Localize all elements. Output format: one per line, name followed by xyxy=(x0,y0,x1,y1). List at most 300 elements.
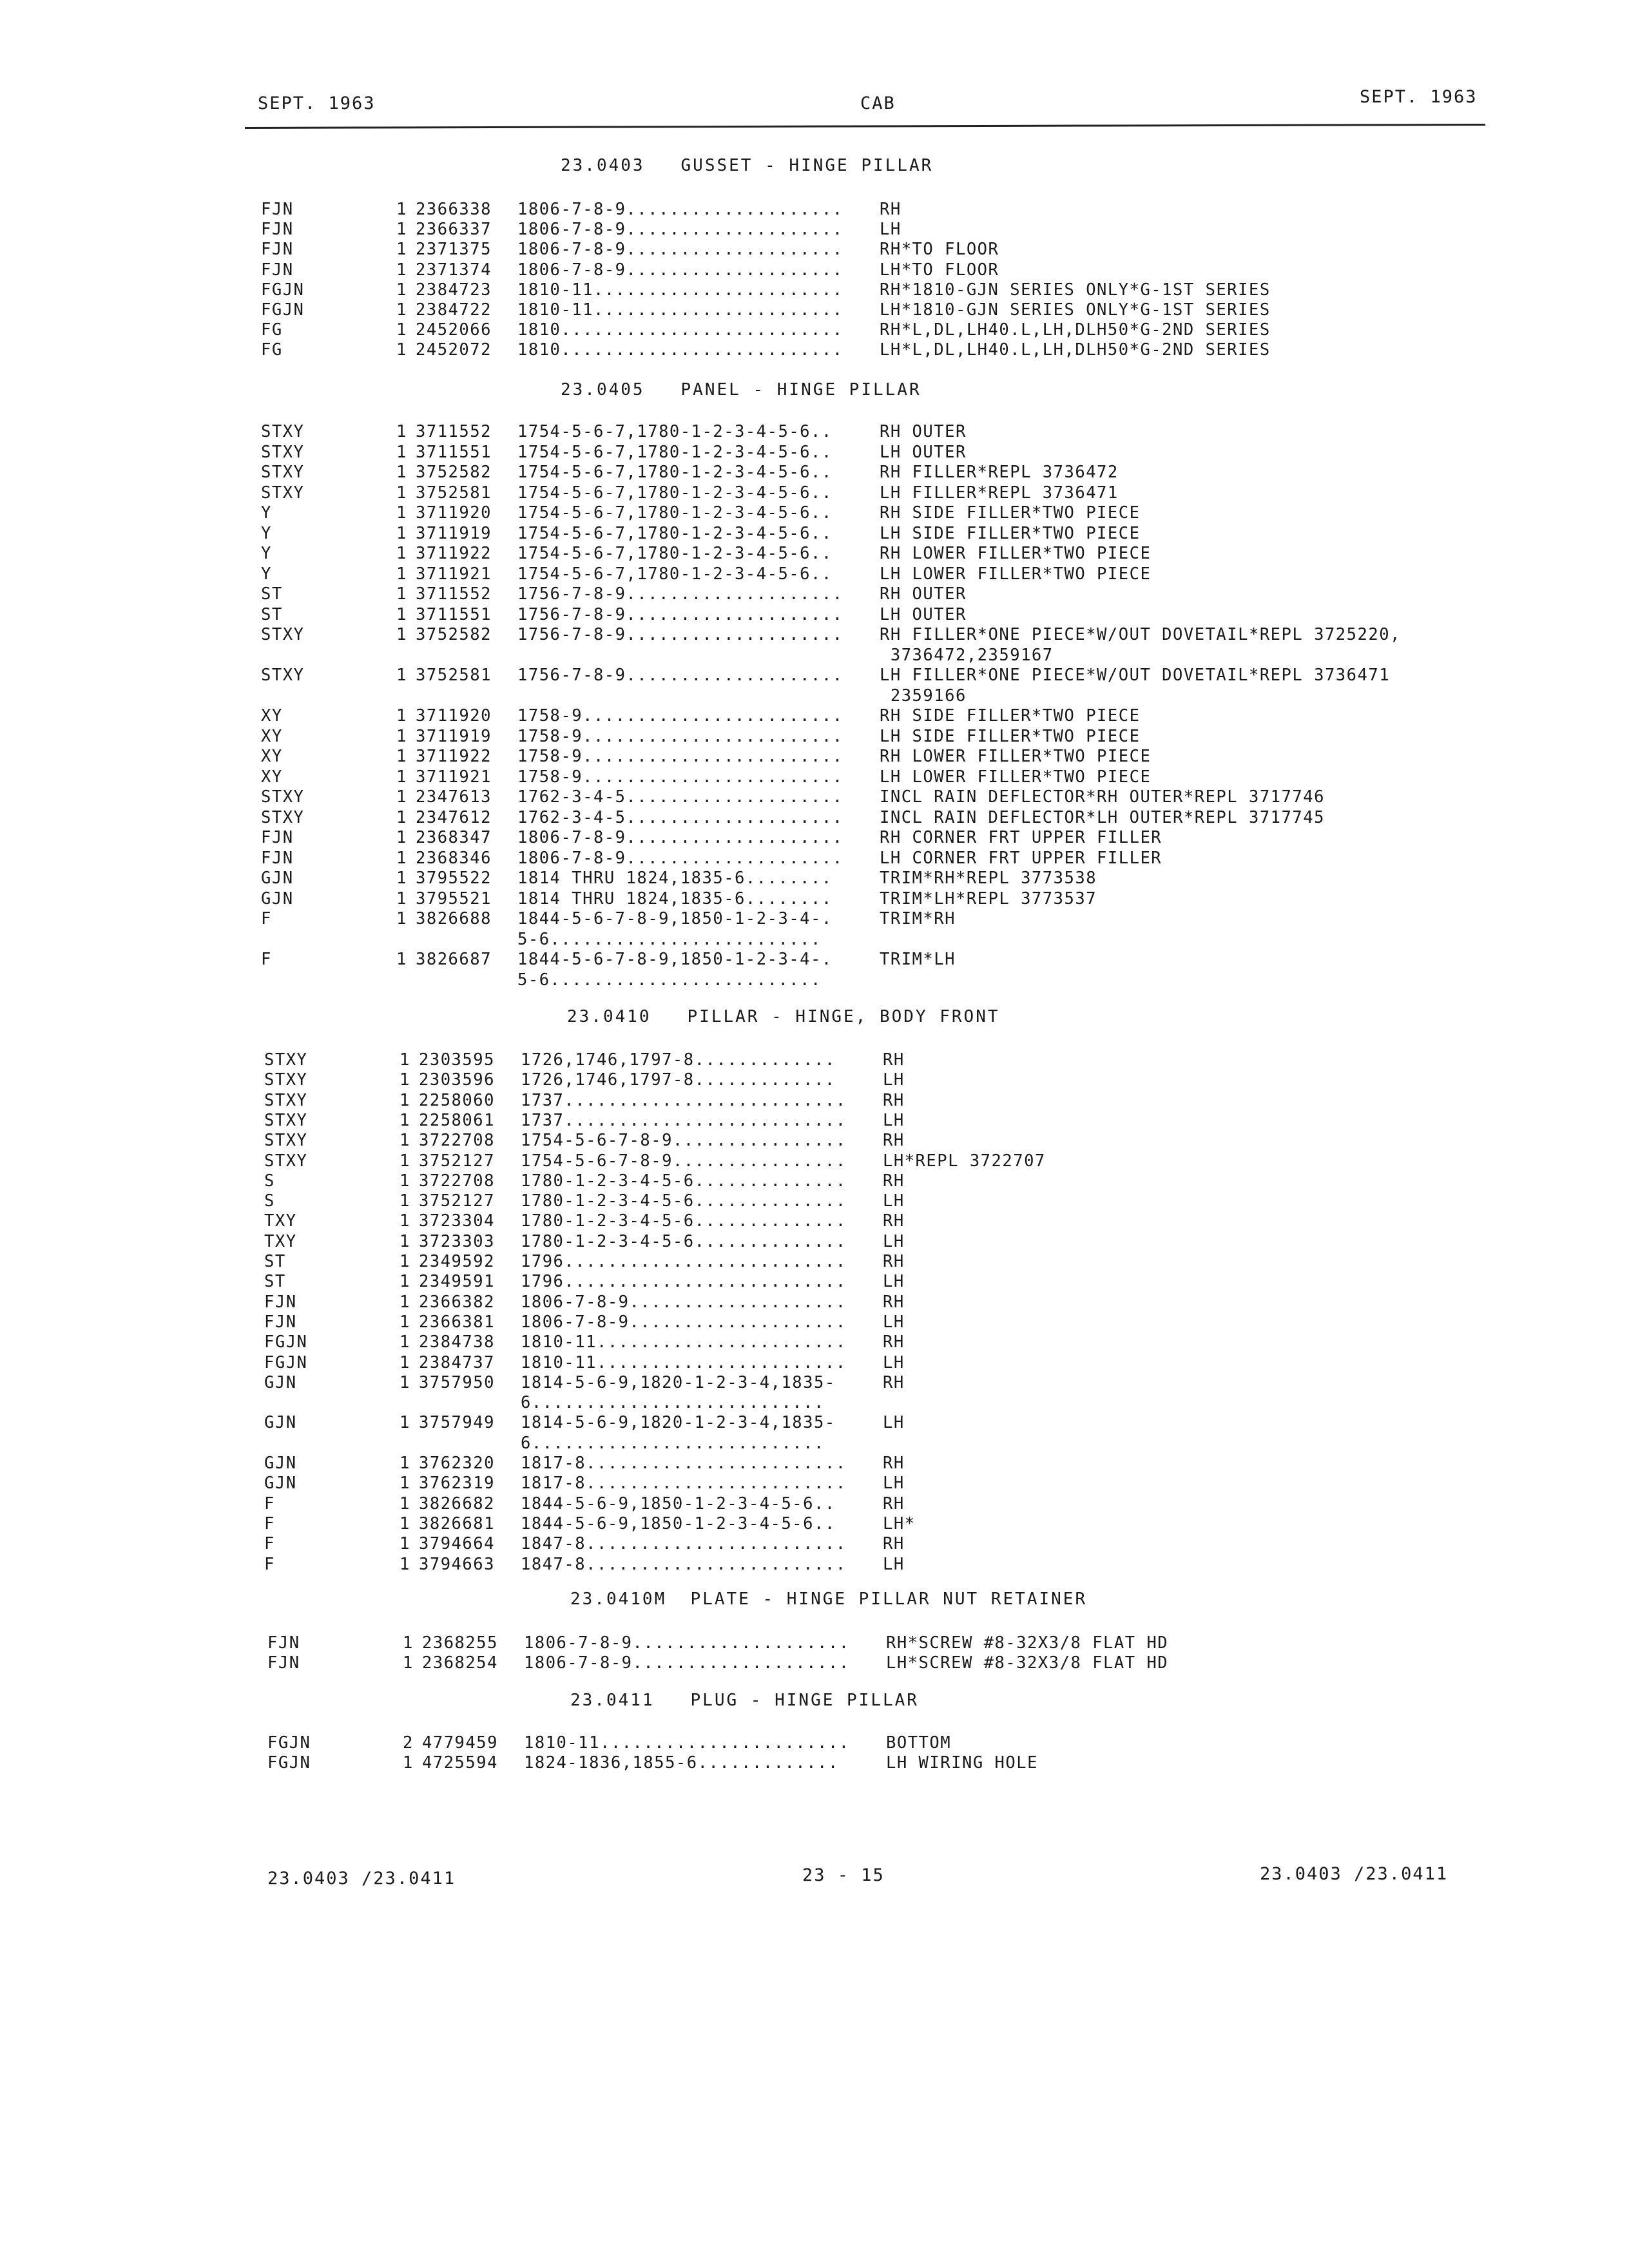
part-part: 3711919 xyxy=(416,523,492,543)
part-code: Y xyxy=(261,564,272,584)
part-desc: RH xyxy=(883,1534,905,1554)
part-desc: RH*TO FLOOR xyxy=(880,240,999,260)
part-code: S xyxy=(264,1191,275,1211)
part-qty: 1 xyxy=(396,220,407,240)
part-desc: RH xyxy=(883,1332,905,1352)
part-code: GJN xyxy=(261,889,294,908)
part-qty: 2 xyxy=(403,1733,414,1753)
part-models: 1780-1-2-3-4-5-6.............. xyxy=(521,1211,847,1231)
part-qty: 1 xyxy=(396,848,407,868)
part-desc: LH xyxy=(883,1070,905,1090)
section-title: 23.0411 PLUG - HINGE PILLAR xyxy=(570,1691,919,1710)
part-qty: 1 xyxy=(396,503,407,523)
part-desc: LH OUTER xyxy=(880,442,967,462)
part-code: FG xyxy=(261,340,283,360)
part-part: 3723304 xyxy=(419,1211,495,1231)
part-part: 2349591 xyxy=(419,1272,495,1292)
part-models: 1754-5-6-7,1780-1-2-3-4-5-6.. xyxy=(517,442,833,462)
part-qty: 1 xyxy=(396,280,407,300)
part-qty: 1 xyxy=(400,1494,410,1514)
part-part: 4725594 xyxy=(422,1753,498,1773)
part-part: 3762319 xyxy=(419,1474,495,1494)
section-title: 23.0410M PLATE - HINGE PILLAR NUT RETAINER xyxy=(570,1590,1088,1609)
part-part: 3711920 xyxy=(416,503,492,523)
part-qty: 1 xyxy=(400,1534,410,1554)
header-date-right: SEPT. 1963 xyxy=(1360,87,1478,107)
part-models: 1806-7-8-9.................... xyxy=(517,240,843,260)
part-desc: LH xyxy=(883,1474,905,1494)
part-models: 5-6......................... xyxy=(517,970,822,990)
part-desc: LH xyxy=(883,1231,905,1251)
part-qty: 1 xyxy=(400,1050,410,1070)
part-models: 1806-7-8-9.................... xyxy=(521,1312,847,1332)
part-part: 3762320 xyxy=(419,1454,495,1473)
part-models: 1796.......................... xyxy=(521,1252,847,1271)
part-desc: LH LOWER FILLER*TWO PIECE xyxy=(880,564,1152,584)
part-part: 3711922 xyxy=(416,544,492,563)
part-code: ST xyxy=(264,1272,286,1292)
part-desc: LH LOWER FILLER*TWO PIECE xyxy=(880,767,1152,787)
part-qty: 1 xyxy=(396,320,407,340)
part-part: 3711922 xyxy=(416,747,492,766)
part-code: FJN xyxy=(261,260,294,280)
part-qty: 1 xyxy=(396,767,407,787)
part-desc: RH CORNER FRT UPPER FILLER xyxy=(880,828,1162,847)
part-models: 1754-5-6-7-8-9................ xyxy=(521,1151,847,1171)
part-qty: 1 xyxy=(396,300,407,320)
part-models: 1754-5-6-7,1780-1-2-3-4-5-6.. xyxy=(517,503,833,523)
part-models: 1806-7-8-9.................... xyxy=(517,260,843,280)
section-title: 23.0403 GUSSET - HINGE PILLAR xyxy=(561,156,934,175)
part-qty: 1 xyxy=(396,950,407,969)
part-code: STXY xyxy=(264,1070,308,1090)
part-code: FG xyxy=(261,320,283,340)
part-code: XY xyxy=(261,706,283,726)
part-code: F xyxy=(264,1554,275,1574)
part-code: S xyxy=(264,1171,275,1191)
part-part: 2452066 xyxy=(416,320,492,340)
part-qty: 1 xyxy=(400,1070,410,1090)
part-desc: RH xyxy=(883,1454,905,1473)
part-desc: RH LOWER FILLER*TWO PIECE xyxy=(880,747,1152,766)
part-models: 1754-5-6-7,1780-1-2-3-4-5-6.. xyxy=(517,544,833,563)
part-part: 3752127 xyxy=(419,1151,495,1171)
part-qty: 1 xyxy=(400,1110,410,1130)
part-qty: 1 xyxy=(396,544,407,563)
footer-range-right: 23.0403 /23.0411 xyxy=(1260,1864,1449,1884)
part-models: 1817-8........................ xyxy=(521,1474,847,1494)
part-part: 2366338 xyxy=(416,200,492,219)
part-code: GJN xyxy=(264,1454,297,1473)
part-desc: 2359166 xyxy=(880,686,967,706)
part-code: STXY xyxy=(261,483,305,503)
part-part: 3711921 xyxy=(416,767,492,787)
part-models: 1737.......................... xyxy=(521,1110,847,1130)
part-models: 1758-9........................ xyxy=(517,706,843,726)
part-part: 3752582 xyxy=(416,463,492,482)
part-models: 1814 THRU 1824,1835-6........ xyxy=(517,869,833,888)
part-models: 1814-5-6-9,1820-1-2-3-4,1835- xyxy=(521,1372,836,1392)
header-section: CAB xyxy=(860,93,896,113)
part-part: 2384723 xyxy=(416,280,492,300)
part-code: STXY xyxy=(261,442,305,462)
part-desc: LH FILLER*ONE PIECE*W/OUT DOVETAIL*REPL 3736471 xyxy=(880,666,1391,685)
part-code: STXY xyxy=(264,1151,308,1171)
part-part: 2368346 xyxy=(416,848,492,868)
part-models: 1754-5-6-7,1780-1-2-3-4-5-6.. xyxy=(517,422,833,441)
part-desc: LH xyxy=(883,1272,905,1292)
part-qty: 1 xyxy=(396,422,407,441)
part-code: GJN xyxy=(261,869,294,888)
part-qty: 1 xyxy=(396,726,407,746)
part-code: ST xyxy=(261,584,283,604)
part-models: 1762-3-4-5.................... xyxy=(517,787,843,807)
part-part: 3711921 xyxy=(416,564,492,584)
part-qty: 1 xyxy=(400,1191,410,1211)
part-desc: RH xyxy=(883,1292,905,1312)
part-models: 5-6......................... xyxy=(517,929,822,949)
part-code: STXY xyxy=(264,1050,308,1070)
part-part: 2368254 xyxy=(422,1653,498,1673)
part-part: 3752127 xyxy=(419,1191,495,1211)
part-desc: BOTTOM xyxy=(886,1733,952,1753)
part-part: 2366382 xyxy=(419,1292,495,1312)
part-part: 2452072 xyxy=(416,340,492,360)
part-part: 2347613 xyxy=(416,787,492,807)
part-part: 2366381 xyxy=(419,1312,495,1332)
part-code: XY xyxy=(261,726,283,746)
part-qty: 1 xyxy=(396,604,407,624)
part-models: 1824-1836,1855-6............. xyxy=(524,1753,839,1773)
part-part: 2371374 xyxy=(416,260,492,280)
part-code: F xyxy=(261,909,272,928)
part-qty: 1 xyxy=(396,787,407,807)
part-models: 6........................... xyxy=(521,1393,825,1413)
part-models: 1806-7-8-9.................... xyxy=(524,1653,850,1673)
part-desc: LH* xyxy=(883,1514,916,1533)
part-desc: LH*L,DL,LH40.L,LH,DLH50*G-2ND SERIES xyxy=(880,340,1271,360)
part-models: 1780-1-2-3-4-5-6.............. xyxy=(521,1171,847,1191)
part-code: STXY xyxy=(261,787,305,807)
part-models: 1844-5-6-9,1850-1-2-3-4-5-6.. xyxy=(521,1494,836,1514)
part-code: Y xyxy=(261,544,272,563)
part-part: 3711920 xyxy=(416,706,492,726)
part-desc: RH xyxy=(883,1131,905,1151)
part-code: FJN xyxy=(261,828,294,847)
part-qty: 1 xyxy=(400,1474,410,1494)
part-desc: RH OUTER xyxy=(880,422,967,441)
part-part: 3752581 xyxy=(416,666,492,685)
part-desc: RH xyxy=(883,1252,905,1271)
part-qty: 1 xyxy=(400,1514,410,1533)
part-desc: LH xyxy=(883,1413,905,1433)
part-models: 1806-7-8-9.................... xyxy=(517,200,843,219)
part-desc: RH xyxy=(880,200,901,219)
part-qty: 1 xyxy=(396,747,407,766)
part-qty: 1 xyxy=(400,1454,410,1473)
part-models: 1847-8........................ xyxy=(521,1534,847,1554)
part-models: 1796.......................... xyxy=(521,1272,847,1292)
part-qty: 1 xyxy=(396,564,407,584)
part-models: 1810-11....................... xyxy=(521,1352,847,1372)
part-code: ST xyxy=(261,604,283,624)
part-desc: LH xyxy=(883,1554,905,1574)
part-part: 2368347 xyxy=(416,828,492,847)
part-qty: 1 xyxy=(396,523,407,543)
part-part: 2258061 xyxy=(419,1110,495,1130)
part-part: 3722708 xyxy=(419,1171,495,1191)
part-qty: 1 xyxy=(400,1352,410,1372)
part-part: 3757950 xyxy=(419,1372,495,1392)
part-code: FGJN xyxy=(264,1332,308,1352)
part-part: 3711551 xyxy=(416,604,492,624)
part-desc: TRIM*LH*REPL 3773537 xyxy=(880,889,1097,908)
part-part: 3723303 xyxy=(419,1231,495,1251)
part-part: 3752581 xyxy=(416,483,492,503)
part-models: 1754-5-6-7,1780-1-2-3-4-5-6.. xyxy=(517,463,833,482)
part-qty: 1 xyxy=(400,1090,410,1110)
part-code: STXY xyxy=(261,463,305,482)
part-qty: 1 xyxy=(400,1151,410,1171)
part-desc: LH*TO FLOOR xyxy=(880,260,999,280)
part-qty: 1 xyxy=(403,1633,414,1653)
part-code: STXY xyxy=(261,807,305,827)
part-code: FGJN xyxy=(267,1753,311,1773)
part-part: 3757949 xyxy=(419,1413,495,1433)
part-models: 1806-7-8-9.................... xyxy=(517,220,843,240)
part-desc: LH SIDE FILLER*TWO PIECE xyxy=(880,726,1141,746)
section-title: 23.0405 PANEL - HINGE PILLAR xyxy=(561,380,921,399)
part-part: 3711551 xyxy=(416,442,492,462)
part-models: 1758-9........................ xyxy=(517,767,843,787)
part-qty: 1 xyxy=(400,1292,410,1312)
part-qty: 1 xyxy=(400,1131,410,1151)
part-desc: LH*1810-GJN SERIES ONLY*G-1ST SERIES xyxy=(880,300,1271,320)
part-desc: RH xyxy=(883,1211,905,1231)
part-code: FJN xyxy=(261,240,294,260)
part-part: 3711919 xyxy=(416,726,492,746)
part-models: 1754-5-6-7,1780-1-2-3-4-5-6.. xyxy=(517,523,833,543)
part-models: 1726,1746,1797-8............. xyxy=(521,1050,836,1070)
part-qty: 1 xyxy=(400,1211,410,1231)
part-part: 2303595 xyxy=(419,1050,495,1070)
part-desc: LH xyxy=(883,1191,905,1211)
part-models: 1756-7-8-9.................... xyxy=(517,666,843,685)
part-models: 1780-1-2-3-4-5-6.............. xyxy=(521,1231,847,1251)
part-models: 1810.......................... xyxy=(517,340,843,360)
part-qty: 1 xyxy=(400,1372,410,1392)
part-desc: RH xyxy=(883,1050,905,1070)
section-title: 23.0410 PILLAR - HINGE, BODY FRONT xyxy=(567,1007,1000,1026)
part-desc: LH xyxy=(883,1312,905,1332)
part-desc: RH xyxy=(883,1090,905,1110)
part-qty: 1 xyxy=(396,828,407,847)
page-number: 23 - 15 xyxy=(802,1865,885,1885)
part-models: 1844-5-6-7-8-9,1850-1-2-3-4-. xyxy=(517,909,833,928)
part-qty: 1 xyxy=(396,584,407,604)
part-desc: LH FILLER*REPL 3736471 xyxy=(880,483,1119,503)
part-desc: RH*SCREW #8-32X3/8 FLAT HD xyxy=(886,1633,1169,1653)
part-code: GJN xyxy=(264,1413,297,1433)
part-models: 1754-5-6-7,1780-1-2-3-4-5-6.. xyxy=(517,483,833,503)
part-qty: 1 xyxy=(396,200,407,219)
part-desc: RH LOWER FILLER*TWO PIECE xyxy=(880,544,1152,563)
part-code: F xyxy=(264,1494,275,1514)
part-part: 3795521 xyxy=(416,889,492,908)
part-part: 3711552 xyxy=(416,584,492,604)
part-code: F xyxy=(261,950,272,969)
part-desc: RH FILLER*ONE PIECE*W/OUT DOVETAIL*REPL 3725220, xyxy=(880,625,1401,644)
part-code: FJN xyxy=(267,1653,300,1673)
part-part: 3794663 xyxy=(419,1554,495,1574)
part-desc: INCL RAIN DEFLECTOR*RH OUTER*REPL 3717746 xyxy=(880,787,1325,807)
part-part: 3752582 xyxy=(416,625,492,644)
part-models: 1810.......................... xyxy=(517,320,843,340)
part-desc: LH WIRING HOLE xyxy=(886,1753,1038,1773)
part-code: XY xyxy=(261,747,283,766)
part-models: 1814-5-6-9,1820-1-2-3-4,1835- xyxy=(521,1413,836,1433)
part-part: 3826681 xyxy=(419,1514,495,1533)
part-part: 2349592 xyxy=(419,1252,495,1271)
part-part: 2366337 xyxy=(416,220,492,240)
part-code: FJN xyxy=(264,1312,297,1332)
part-desc: LH xyxy=(880,220,901,240)
part-desc: RH SIDE FILLER*TWO PIECE xyxy=(880,706,1141,726)
part-desc: LH SIDE FILLER*TWO PIECE xyxy=(880,523,1141,543)
part-qty: 1 xyxy=(400,1332,410,1352)
part-desc: RH*L,DL,LH40.L,LH,DLH50*G-2ND SERIES xyxy=(880,320,1271,340)
part-models: 1844-5-6-9,1850-1-2-3-4-5-6.. xyxy=(521,1514,836,1533)
part-models: 1780-1-2-3-4-5-6.............. xyxy=(521,1191,847,1211)
part-code: TXY xyxy=(264,1231,297,1251)
part-models: 1726,1746,1797-8............. xyxy=(521,1070,836,1090)
part-qty: 1 xyxy=(400,1413,410,1433)
part-desc: TRIM*LH xyxy=(880,950,956,969)
part-desc: TRIM*RH*REPL 3773538 xyxy=(880,869,1097,888)
part-qty: 1 xyxy=(396,869,407,888)
part-qty: 1 xyxy=(396,909,407,928)
part-code: TXY xyxy=(264,1211,297,1231)
part-desc: INCL RAIN DEFLECTOR*LH OUTER*REPL 3717745 xyxy=(880,807,1325,827)
part-models: 1754-5-6-7-8-9................ xyxy=(521,1131,847,1151)
part-models: 1758-9........................ xyxy=(517,726,843,746)
part-qty: 1 xyxy=(396,260,407,280)
part-qty: 1 xyxy=(400,1171,410,1191)
part-code: STXY xyxy=(264,1110,308,1130)
part-models: 1847-8........................ xyxy=(521,1554,847,1574)
part-qty: 1 xyxy=(400,1312,410,1332)
part-models: 1762-3-4-5.................... xyxy=(517,807,843,827)
part-models: 1844-5-6-7-8-9,1850-1-2-3-4-. xyxy=(517,950,833,969)
part-desc: LH*REPL 3722707 xyxy=(883,1151,1046,1171)
part-code: STXY xyxy=(261,422,305,441)
part-qty: 1 xyxy=(396,807,407,827)
part-code: Y xyxy=(261,523,272,543)
part-code: ST xyxy=(264,1252,286,1271)
part-code: F xyxy=(264,1534,275,1554)
part-models: 1756-7-8-9.................... xyxy=(517,625,843,644)
part-models: 1754-5-6-7,1780-1-2-3-4-5-6.. xyxy=(517,564,833,584)
part-models: 1756-7-8-9.................... xyxy=(517,604,843,624)
part-qty: 1 xyxy=(396,442,407,462)
footer-range-left: 23.0403 /23.0411 xyxy=(267,1869,456,1888)
part-models: 1737.......................... xyxy=(521,1090,847,1110)
part-part: 3826682 xyxy=(419,1494,495,1514)
part-models: 1756-7-8-9.................... xyxy=(517,584,843,604)
part-part: 2347612 xyxy=(416,807,492,827)
part-part: 2303596 xyxy=(419,1070,495,1090)
part-qty: 1 xyxy=(396,340,407,360)
part-part: 2258060 xyxy=(419,1090,495,1110)
part-qty: 1 xyxy=(400,1272,410,1292)
part-desc: RH FILLER*REPL 3736472 xyxy=(880,463,1119,482)
part-models: 1758-9........................ xyxy=(517,747,843,766)
part-code: FJN xyxy=(264,1292,297,1312)
part-code: Y xyxy=(261,503,272,523)
header-date-left: SEPT. 1963 xyxy=(258,93,376,113)
part-part: 3826687 xyxy=(416,950,492,969)
part-code: FGJN xyxy=(264,1352,308,1372)
part-qty: 1 xyxy=(403,1753,414,1773)
part-desc: LH xyxy=(883,1110,905,1130)
part-qty: 1 xyxy=(396,463,407,482)
part-desc: TRIM*RH xyxy=(880,909,956,928)
part-part: 3711552 xyxy=(416,422,492,441)
part-code: STXY xyxy=(264,1131,308,1151)
part-code: FJN xyxy=(267,1633,300,1653)
part-code: STXY xyxy=(264,1090,308,1110)
part-models: 1810-11....................... xyxy=(521,1332,847,1352)
part-qty: 1 xyxy=(400,1252,410,1271)
part-part: 3794664 xyxy=(419,1534,495,1554)
part-part: 3826688 xyxy=(416,909,492,928)
part-desc: RH xyxy=(883,1494,905,1514)
part-qty: 1 xyxy=(396,889,407,908)
part-code: FJN xyxy=(261,200,294,219)
part-models: 1806-7-8-9.................... xyxy=(517,848,843,868)
part-models: 1810-11....................... xyxy=(524,1733,850,1753)
part-code: XY xyxy=(261,767,283,787)
part-code: FGJN xyxy=(267,1733,311,1753)
part-part: 3722708 xyxy=(419,1131,495,1151)
part-code: FJN xyxy=(261,220,294,240)
part-models: 1810-11....................... xyxy=(517,280,843,300)
part-qty: 1 xyxy=(403,1653,414,1673)
part-models: 1806-7-8-9.................... xyxy=(517,828,843,847)
part-models: 1814 THRU 1824,1835-6........ xyxy=(517,889,833,908)
part-code: FJN xyxy=(261,848,294,868)
part-part: 2384722 xyxy=(416,300,492,320)
part-desc: LH CORNER FRT UPPER FILLER xyxy=(880,848,1162,868)
part-qty: 1 xyxy=(400,1554,410,1574)
part-code: STXY xyxy=(261,625,305,644)
header-rule xyxy=(245,124,1485,129)
part-desc: RH OUTER xyxy=(880,584,967,604)
part-part: 4779459 xyxy=(422,1733,498,1753)
part-models: 1806-7-8-9.................... xyxy=(521,1292,847,1312)
part-qty: 1 xyxy=(396,625,407,644)
part-models: 1810-11....................... xyxy=(517,300,843,320)
part-code: STXY xyxy=(261,666,305,685)
part-code: GJN xyxy=(264,1474,297,1494)
part-models: 6........................... xyxy=(521,1433,825,1453)
part-part: 2384738 xyxy=(419,1332,495,1352)
part-qty: 1 xyxy=(396,666,407,685)
part-part: 2368255 xyxy=(422,1633,498,1653)
part-models: 1817-8........................ xyxy=(521,1454,847,1473)
part-qty: 1 xyxy=(396,240,407,260)
part-desc: RH*1810-GJN SERIES ONLY*G-1ST SERIES xyxy=(880,280,1271,300)
